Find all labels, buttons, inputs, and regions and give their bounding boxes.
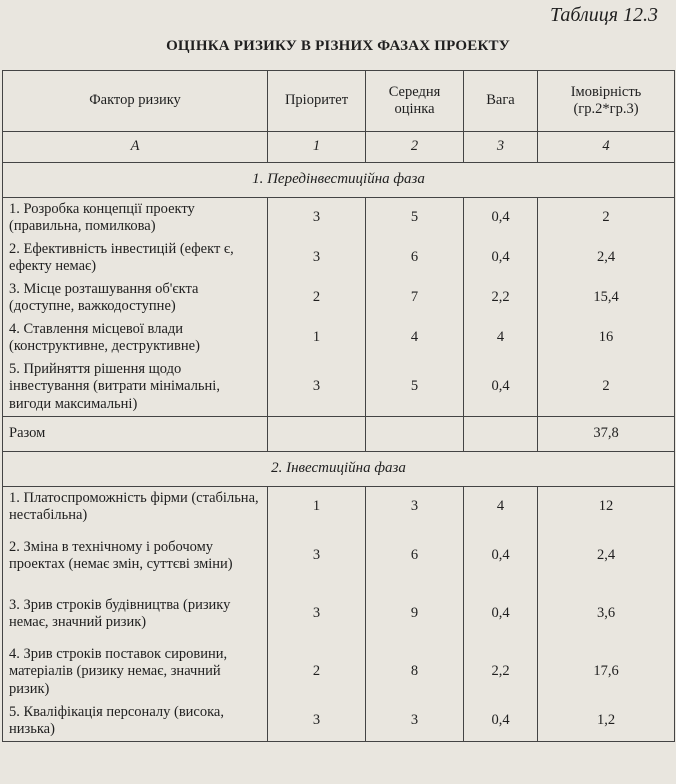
probability-cell: 2: [538, 198, 675, 239]
header-priority: Пріоритет: [268, 71, 366, 132]
total-row: [3, 417, 675, 452]
factor-cell: 1. Розробка концепції проекту (правильна, помилкова): [3, 198, 268, 239]
weight-cell: 2,2: [464, 278, 538, 318]
factor-cell: 5. Прийняття рішення щодо інвестування (витрати мінімальні, вигоди максимальні): [3, 358, 268, 417]
table-row: [3, 358, 675, 417]
table-title: ОЦІНКА РИЗИКУ В РІЗНИХ ФАЗАХ ПРОЕКТУ: [166, 38, 510, 54]
colnum-avg: 2: [366, 132, 464, 163]
factor-cell: 5. Кваліфікація персоналу (висока, низька): [3, 701, 268, 742]
header-avg-score: Середня оцінка: [366, 71, 464, 132]
total-label: Разом: [3, 417, 268, 452]
factor-cell: 4. Зрив строків поставок сировини, матеріалів (ризику немає, значний ризик): [3, 643, 268, 701]
colnum-priority: 1: [268, 132, 366, 163]
probability-cell: 2: [538, 358, 675, 417]
avg-cell: 3: [366, 701, 464, 742]
table-row: [3, 527, 675, 585]
table-row: [3, 643, 675, 701]
factor-cell: 3. Зрив строків будівництва (ризику немає, значний ризик): [3, 585, 268, 643]
probability-cell: 2,4: [538, 238, 675, 278]
priority-cell: 2: [268, 278, 366, 318]
factor-cell: 1. Платоспроможність фірми (стабільна, нестабільна): [3, 487, 268, 528]
probability-cell: 15,4: [538, 278, 675, 318]
table-row: [3, 198, 675, 239]
probability-cell: 17,6: [538, 643, 675, 701]
table-row: [3, 318, 675, 358]
avg-cell: 6: [366, 527, 464, 585]
priority-cell: 3: [268, 198, 366, 239]
table-row: [3, 238, 675, 278]
avg-cell: 7: [366, 278, 464, 318]
weight-cell: 0,4: [464, 701, 538, 742]
weight-cell: 4: [464, 318, 538, 358]
weight-cell: 0,4: [464, 358, 538, 417]
priority-cell: 1: [268, 318, 366, 358]
weight-cell: 0,4: [464, 585, 538, 643]
header-row: [3, 71, 675, 132]
factor-cell: 2. Зміна в технічному і робочому проектах (немає змін, суттєві зміни): [3, 527, 268, 585]
probability-cell: 2,4: [538, 527, 675, 585]
priority-cell: 1: [268, 487, 366, 528]
avg-cell: 5: [366, 358, 464, 417]
priority-cell: 3: [268, 701, 366, 742]
weight-cell: 4: [464, 487, 538, 528]
priority-cell: 3: [268, 527, 366, 585]
probability-cell: 1,2: [538, 701, 675, 742]
table-row: [3, 701, 675, 742]
weight-cell: 0,4: [464, 527, 538, 585]
weight-cell: 2,2: [464, 643, 538, 701]
factor-cell: 4. Ставлення місцевої влади (конструктивне, деструктивне): [3, 318, 268, 358]
avg-cell: 8: [366, 643, 464, 701]
table-row: [3, 585, 675, 643]
phase1-title: 1. Передінвестиційна фаза: [3, 163, 675, 198]
column-number-row: [3, 132, 675, 163]
table-number-label: Таблиця 12.3: [550, 4, 658, 26]
probability-cell: 3,6: [538, 585, 675, 643]
table-row: [3, 278, 675, 318]
phase-heading: [3, 163, 675, 198]
probability-cell: 12: [538, 487, 675, 528]
priority-cell: 3: [268, 358, 366, 417]
avg-cell: 6: [366, 238, 464, 278]
colnum-probability: 4: [538, 132, 675, 163]
priority-cell: 3: [268, 585, 366, 643]
avg-cell: 9: [366, 585, 464, 643]
total-value: 37,8: [538, 417, 675, 452]
priority-cell: 2: [268, 643, 366, 701]
weight-cell: 0,4: [464, 238, 538, 278]
avg-cell: 4: [366, 318, 464, 358]
header-weight: Вага: [464, 71, 538, 132]
probability-cell: 16: [538, 318, 675, 358]
colnum-factor: А: [3, 132, 268, 163]
priority-cell: 3: [268, 238, 366, 278]
phase2-title: 2. Інвестиційна фаза: [3, 452, 675, 487]
risk-table: [2, 70, 675, 742]
weight-cell: 0,4: [464, 198, 538, 239]
avg-cell: 5: [366, 198, 464, 239]
header-probability: Імовірність (гр.2*гр.3): [538, 71, 675, 132]
phase-heading: [3, 452, 675, 487]
factor-cell: 2. Ефективність інвестицій (ефект є, ефекту немає): [3, 238, 268, 278]
table-row: [3, 487, 675, 528]
colnum-weight: 3: [464, 132, 538, 163]
factor-cell: 3. Місце розташування об'єкта (доступне, важкодоступне): [3, 278, 268, 318]
avg-cell: 3: [366, 487, 464, 528]
header-factor: Фактор ризику: [3, 71, 268, 132]
